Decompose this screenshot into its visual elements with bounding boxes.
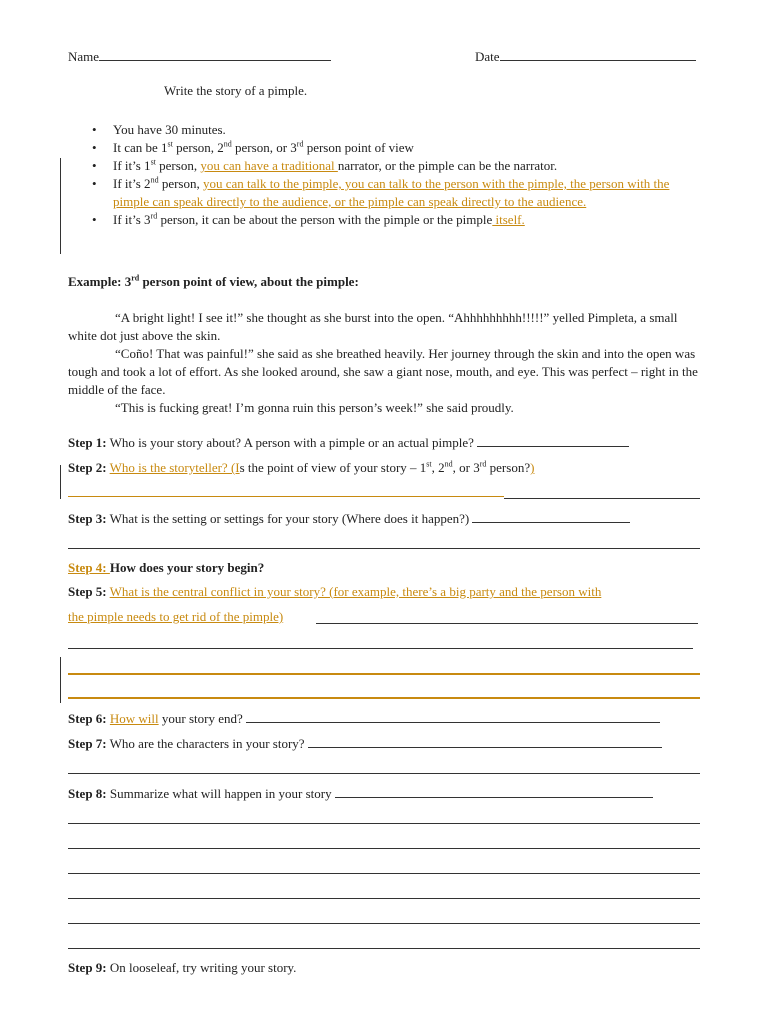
- step-5: Step 5: What is the central conflict in your story? (for example, there’s a big party and the person with: [68, 584, 602, 599]
- list-item: • If it’s 1st person, you can have a traditional narrator, or the pimple can be the narrator.: [92, 157, 707, 175]
- answer-blank[interactable]: [477, 434, 629, 447]
- story-paragraph: “This is fucking great! I’m gonna ruin this person’s week!” she said proudly.: [115, 400, 514, 415]
- answer-line[interactable]: [504, 498, 700, 499]
- answer-line[interactable]: [68, 548, 700, 549]
- tracked-change: the pimple needs to get rid of the pimple): [68, 609, 284, 624]
- example-heading: Example: 3rd person point of view, about the pimple:: [68, 273, 359, 289]
- list-item: • It can be 1st person, 2nd person, or 3rd person point of view: [92, 139, 707, 157]
- story-paragraph: “A bright light! I see it!” she thought as she burst into the open. “Ahhhhhhhhh!!!!!” yelled Pimpleta, a small white dot just above the skin.: [68, 310, 678, 343]
- date-field-row: [475, 48, 696, 65]
- list-item: • If it’s 2nd person, you can talk to the pimple, you can talk to the person with the pimple, the person with the pimple can speak directly to the audience, or the pimple can speak directly to the audience.: [92, 175, 707, 211]
- tracked-change: What is the central conflict in your story? (for example, there’s a big party and the person with: [109, 584, 602, 599]
- step-4: Step 4: How does your story begin?: [68, 560, 265, 575]
- answer-blank[interactable]: [335, 785, 653, 798]
- answer-line[interactable]: [68, 773, 700, 774]
- name-label: Name: [68, 49, 100, 64]
- step-7: Step 7: Who are the characters in your story?: [68, 735, 662, 752]
- answer-line[interactable]: [68, 948, 700, 949]
- instructions-list: [92, 121, 707, 229]
- tracked-change: itself.: [492, 212, 525, 227]
- revision-bar: [60, 465, 61, 499]
- step-6: Step 6: How will your story end?: [68, 710, 660, 727]
- tracked-change: you can talk to the pimple, you can talk to the person with the pimple, the person with the pimple can speak directly to the audience, or the pimple can speak directly to the audience.: [113, 176, 670, 209]
- answer-blank[interactable]: [246, 710, 660, 723]
- date-blank[interactable]: [500, 48, 696, 61]
- example-story: [68, 309, 700, 417]
- step-9: Step 9: On looseleaf, try writing your story.: [68, 960, 297, 975]
- revision-bar: [60, 158, 61, 254]
- answer-line[interactable]: [68, 697, 700, 699]
- answer-line[interactable]: [68, 823, 700, 824]
- answer-blank[interactable]: [472, 510, 630, 523]
- step-1: Step 1: Who is your story about? A person with a pimple or an actual pimple?: [68, 434, 629, 451]
- answer-line[interactable]: [68, 648, 693, 649]
- step-8: Step 8: Summarize what will happen in your story: [68, 785, 653, 802]
- tracked-change: How will: [109, 711, 159, 726]
- answer-line[interactable]: [68, 898, 700, 899]
- answer-line[interactable]: [316, 623, 698, 624]
- list-item: • You have 30 minutes.: [92, 121, 707, 139]
- name-field-row: [68, 48, 331, 65]
- tracked-change: you can have a traditional: [200, 158, 338, 173]
- answer-line[interactable]: [68, 848, 700, 849]
- tracked-change: Step 4:: [68, 560, 110, 575]
- list-item: • If it’s 3rd person, it can be about the person with the pimple or the pimple itself.: [92, 211, 707, 229]
- answer-line[interactable]: [68, 673, 700, 675]
- story-paragraph: “Coño! That was painful!” she said as she breathed heavily. Her journey through the skin and into the open was tough and took a lot of effort. As she looked around, she saw a giant nose, mouth, and eye. This was perfect – right in the middle of the face.: [68, 346, 698, 397]
- page-title: Write the story of a pimple.: [164, 83, 308, 98]
- step-3: Step 3: What is the setting or settings for your story (Where does it happen?): [68, 510, 630, 527]
- revision-bar: [60, 657, 61, 703]
- step-2: Step 2: Who is the storyteller? (Is the point of view of your story – 1st, 2nd, or 3rd person?): [68, 459, 535, 475]
- name-blank[interactable]: [99, 48, 331, 61]
- answer-line[interactable]: [68, 496, 504, 497]
- answer-blank[interactable]: [308, 735, 662, 748]
- step-5-continued: [68, 609, 283, 625]
- date-label: Date: [475, 49, 500, 64]
- answer-line[interactable]: [68, 873, 700, 874]
- answer-line[interactable]: [68, 923, 700, 924]
- tracked-change: Who is the storyteller? (I: [109, 460, 240, 475]
